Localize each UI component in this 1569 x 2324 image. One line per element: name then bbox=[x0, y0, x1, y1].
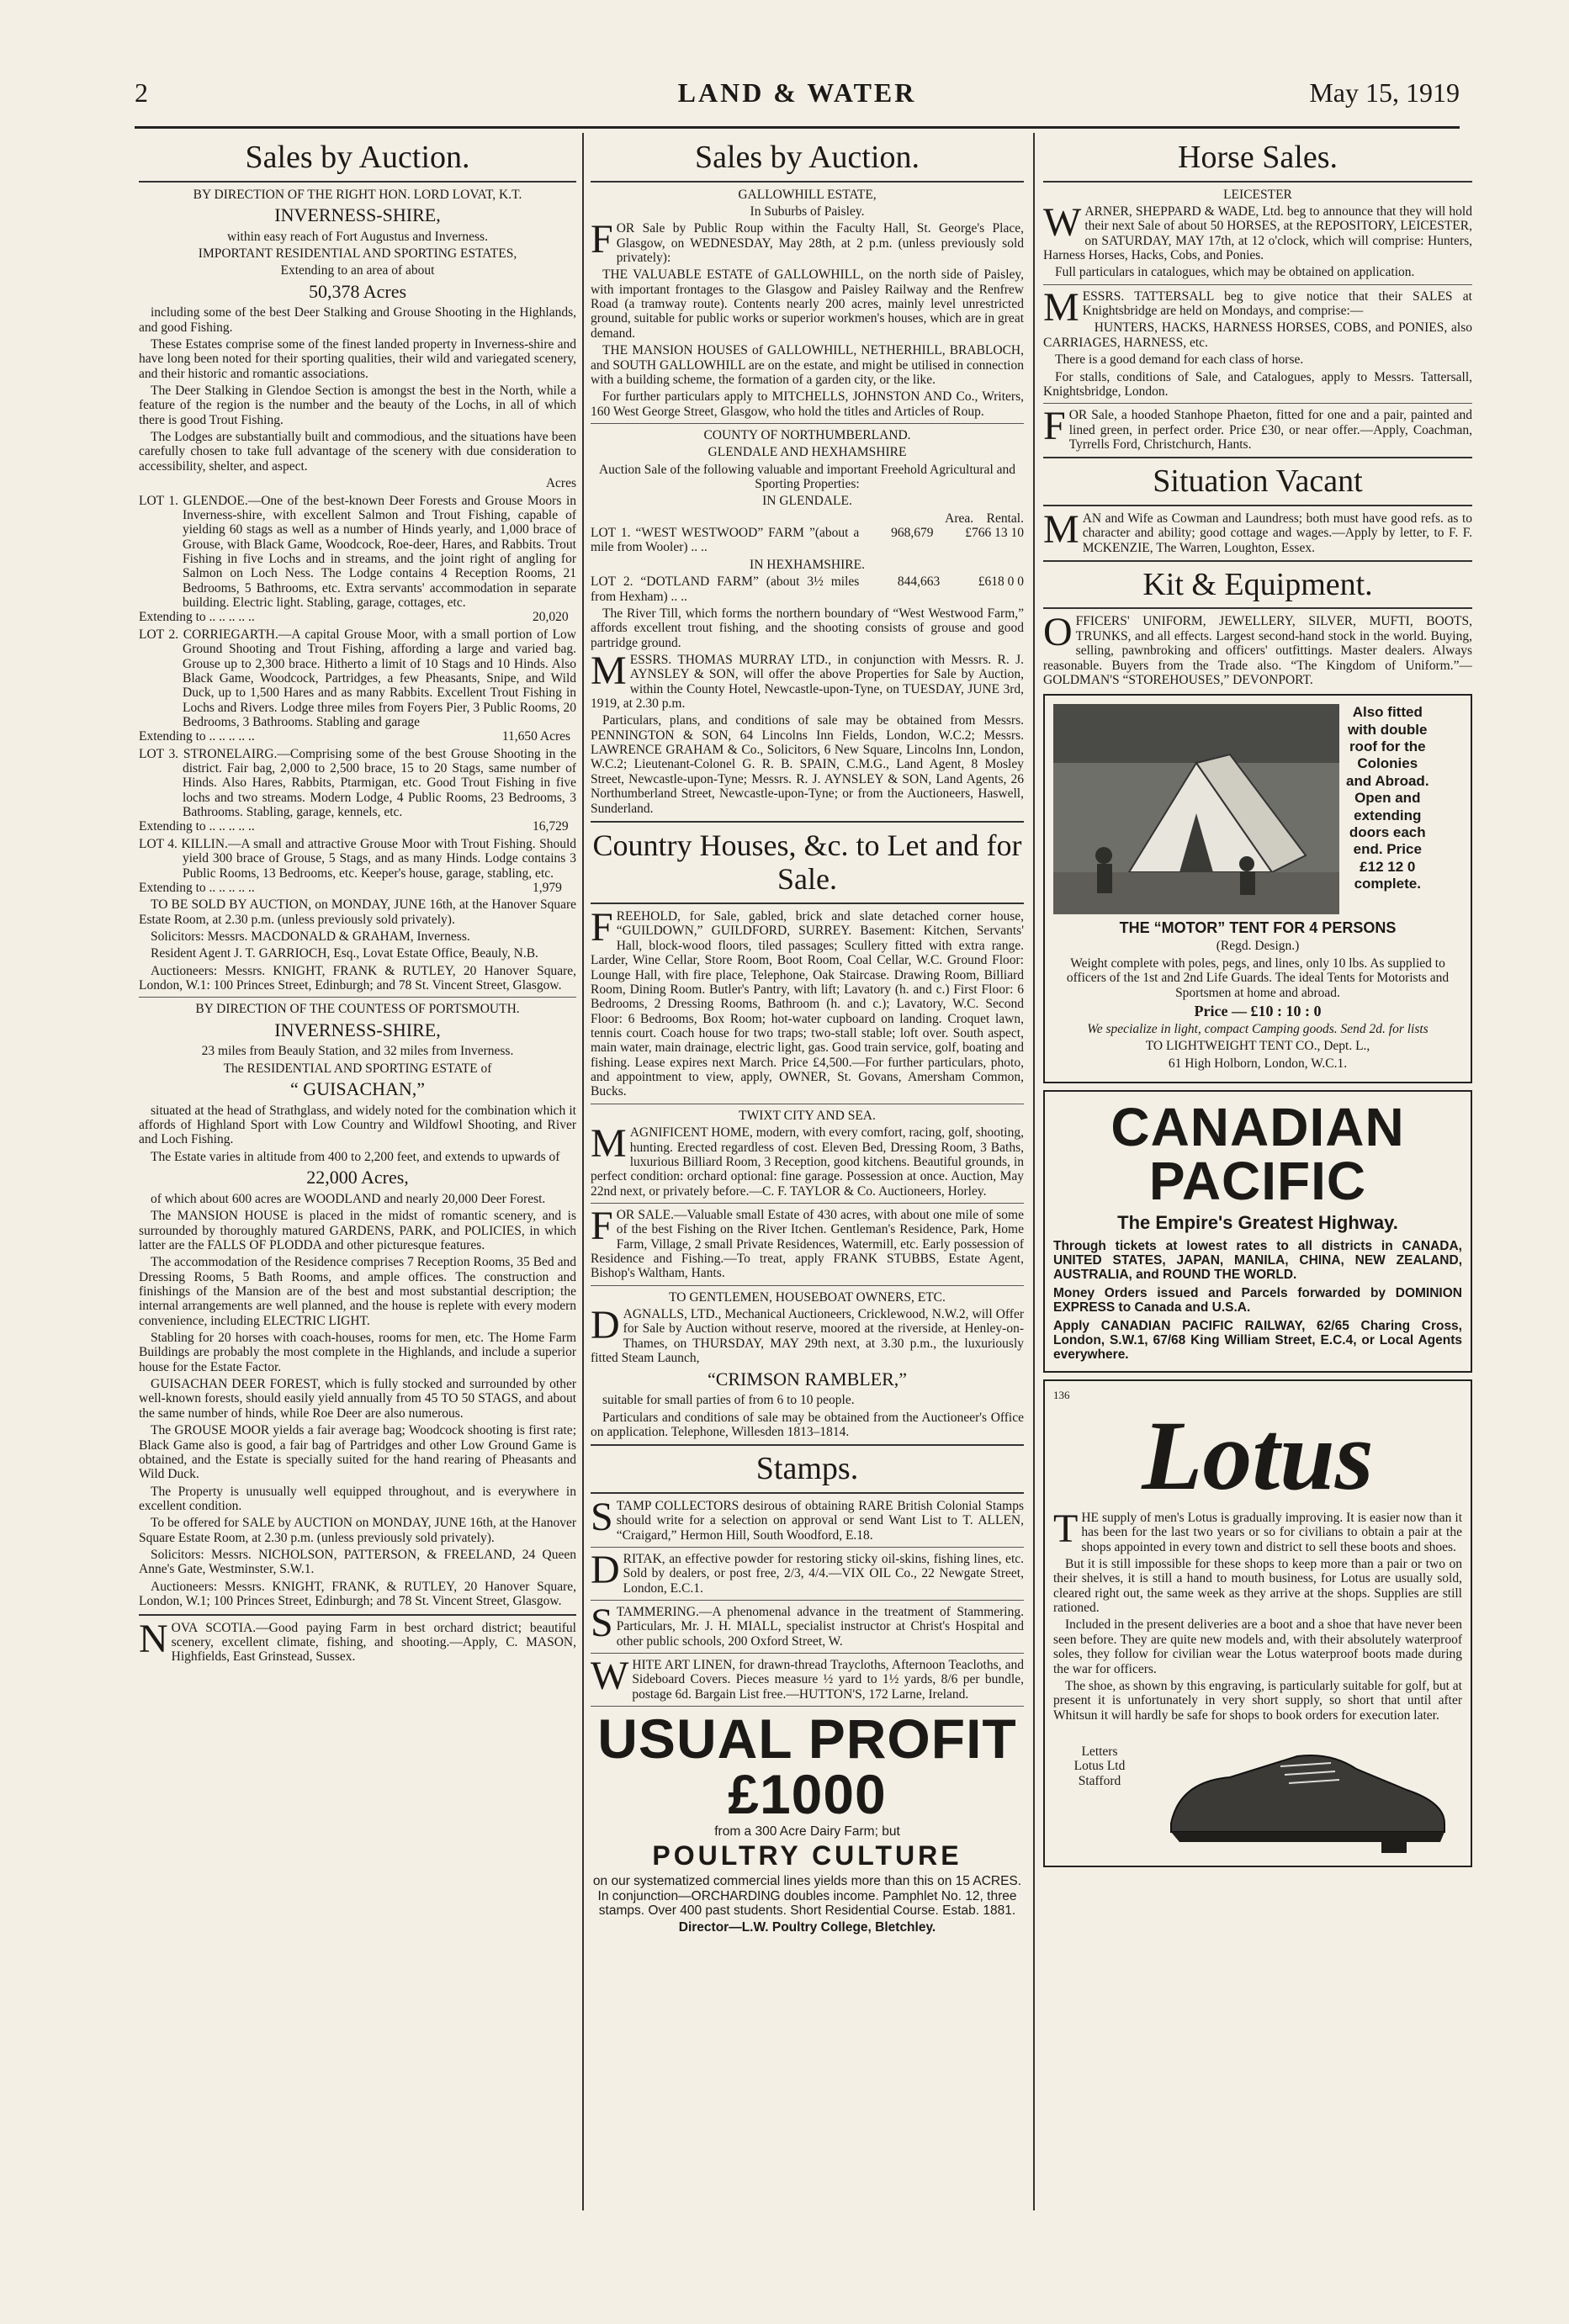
advert-paragraph: GUISACHAN DEER FOREST, which is fully stocked and surrounded by other well-known forests, should easily yield annually from 45 TO 50 STAGS, and about the same number of hinds, while Roe Deer are also numerous. bbox=[139, 1377, 576, 1421]
column-divider-2 bbox=[1033, 133, 1035, 2210]
drop-cap: M bbox=[591, 648, 627, 693]
estate-name: “ GUISACHAN,” bbox=[289, 1078, 426, 1100]
divider bbox=[591, 821, 1024, 823]
side-line: doors each bbox=[1349, 824, 1426, 840]
guildown-advert bbox=[591, 905, 1024, 1099]
houseboat-advert bbox=[591, 1290, 1024, 1440]
drop-cap: M bbox=[1043, 506, 1079, 552]
drop-cap: M bbox=[1043, 284, 1079, 330]
divider bbox=[1043, 284, 1472, 285]
advert-paragraph: The accommodation of the Residence comprises 7 Reception Rooms, 35 Bed and Dressing Rooms, 5 Bath Rooms, and ample offices. The construction and finishings of the Mansion are of the best and most substantial description; the internal arrangements are well planned, and the house is replete with every modern convenience, including ELECTRIC LIGHT. bbox=[139, 1255, 576, 1328]
poultry-headline: USUAL PROFIT £1000 bbox=[597, 1707, 1017, 1826]
lot-area: 968,679 bbox=[891, 526, 934, 541]
divider bbox=[1043, 403, 1472, 404]
itchen-estate-advert bbox=[591, 1203, 1024, 1281]
side-line: £12 12 0 bbox=[1360, 858, 1416, 875]
lot-description: LOT 2. “DOTLAND FARM” (about 3½ miles from Hexham) .. .. bbox=[591, 574, 860, 604]
advert-acres: 22,000 Acres, bbox=[306, 1167, 409, 1188]
page-header bbox=[135, 77, 1460, 119]
district-heading: IN GLENDALE. bbox=[762, 494, 852, 509]
advert-paragraph: For further particulars apply to MITCHELLS, JOHNSTON AND Co., Writers, 160 West George Street, Glasgow, who hold the titles and Articles of Roup. bbox=[591, 389, 1024, 419]
side-line: Open and bbox=[1354, 790, 1421, 807]
divider bbox=[591, 1492, 1024, 1494]
goldmans-advert bbox=[1043, 610, 1472, 687]
lovat-auction-advert bbox=[139, 188, 576, 993]
cp-paragraph: Money Orders issued and Parcels forwarded by DOMINION EXPRESS to Canada and U.S.A. bbox=[1053, 1285, 1462, 1316]
tent-illustration bbox=[1053, 704, 1339, 914]
advert-acres: 50,378 Acres bbox=[308, 280, 407, 302]
poultry-culture: POULTRY CULTURE bbox=[652, 1840, 962, 1871]
advert-text: HITE ART LINEN, for drawn-thread Traycloths, Afternoon Teacloths, and Sideboard Covers. Pieces measure ½ yard to 1½ yards, 8/6 per bundle, postage 6d. Bargain List free.—HUTTON'S, 172 Larne, Ireland. bbox=[632, 1658, 1024, 1702]
solicitors: Solicitors: Messrs. NICHOLSON, PATTERSON, & FREELAND, 24 Queen Anne's Gate, Westminster, S.W.1. bbox=[139, 1548, 576, 1577]
gallowhill-advert bbox=[591, 188, 1024, 419]
drop-cap: O bbox=[1043, 610, 1073, 655]
side-line: extending bbox=[1354, 807, 1422, 823]
drop-cap: F bbox=[591, 1203, 613, 1248]
advert-text: OR Sale by Public Roup within the Faculty Hall, St. George's Place, Glasgow, on WEDNESDAY, May 28th, at 2 p.m. (unless previously sold privately): bbox=[616, 221, 1024, 265]
advert-text: TAMP COLLECTORS desirous of obtaining RARE British Colonial Stamps should write for a selection on approval or send Want List to T. ALLEN, “Craigard,” Hermon Hill, South Woodford, E.18. bbox=[616, 1498, 1024, 1543]
advert-text: OR Sale, a hooded Stanhope Phaeton, fitted for one and a pair, painted and lined green, in perfect order. Price £30, or near offer.—Apply, Coachman, Tyrrells Ford, Christchurch, Hants. bbox=[1068, 408, 1472, 452]
advert-text: HE supply of men's Lotus is gradually improving. It is easier now than it has been for the last two years or so for civilians to obtain a pair at the shops appointed in every town and district to sell these boots and shoes. bbox=[1081, 1510, 1462, 1554]
nova-scotia-advert bbox=[139, 1616, 576, 1665]
advert-paragraph: For stalls, conditions of Sale, and Catalogues, apply to Messrs. Tattersall, Knightsbridge, London. bbox=[1043, 369, 1472, 399]
drop-cap: S bbox=[591, 1494, 613, 1539]
drop-cap: F bbox=[1043, 404, 1066, 449]
lot-extent-row bbox=[139, 729, 576, 744]
advert-text: AGNIFICENT HOME, modern, with every comfort, racing, golf, shooting, hunting. Erected regardless of cost. Eleven Bed, Dressing Room, 3 Baths, luxurious Billiard Room, 3 Reception, good kitchens. Beautiful grounds, in perfect condition: orchard optional: fine garage. Possession at once. Auction, May 22nd next, or privately before.—C. F. TAYLOR & Co. Auctioneers, Horley. bbox=[591, 1125, 1024, 1199]
shoe-illustration bbox=[1154, 1731, 1457, 1857]
column-3 bbox=[1043, 135, 1472, 2212]
lotus-town: Stafford bbox=[1078, 1773, 1121, 1788]
motor-tent-advert bbox=[1043, 694, 1472, 1083]
divider bbox=[1043, 457, 1472, 458]
advert-intro: Auction Sale of the following valuable and important Freehold Agricultural and Sporting Properties: bbox=[598, 462, 1016, 492]
lot-description: LOT 1. “WEST WESTWOOD” FARM ”(about a mile from Wooler) .. .. bbox=[591, 526, 860, 555]
section-title-sales-by-auction: Sales by Auction. bbox=[245, 140, 470, 175]
lot-rental: £618 0 0 bbox=[978, 574, 1024, 590]
tent-address: 61 High Holborn, London, W.C.1. bbox=[1168, 1056, 1348, 1071]
advert-paragraph: of which about 600 acres are WOODLAND and nearly 20,000 Deer Forest. bbox=[151, 1191, 546, 1206]
sale-notice: TO BE SOLD BY AUCTION, on MONDAY, JUNE 16th, at the Hanover Square Estate Room, at 2.30 p.m. (unless previously sold privately). bbox=[139, 897, 576, 927]
advert-paragraph: The shoe, as shown by this engraving, is particularly suitable for golf, but at present it is unfortunately in very short supply, so short that until after Whitsun it will hardly be safe for shops to book orders for execution later. bbox=[1053, 1678, 1462, 1723]
divider bbox=[591, 1706, 1024, 1707]
lot-entry bbox=[139, 837, 576, 895]
tent-special: We specialize in light, compact Camping goods. Send 2d. for lists bbox=[1087, 1022, 1429, 1037]
resident-agent: Resident Agent J. T. GARRIOCH, Esq., Lovat Estate Office, Beauly, N.B. bbox=[151, 946, 538, 961]
launch-name: “CRIMSON RAMBLER,” bbox=[707, 1368, 908, 1390]
lotus-company: Lotus Ltd bbox=[1073, 1759, 1126, 1774]
divider bbox=[591, 1600, 1024, 1601]
advert-distance: 23 miles from Beauly Station, and 32 miles from Inverness. bbox=[201, 1044, 514, 1059]
advert-text: ESSRS. TATTERSALL beg to give notice that their SALES at Knightsbridge are held on Mondays, and comprise:— bbox=[1082, 289, 1472, 319]
column-1 bbox=[139, 135, 576, 2212]
drop-cap: F bbox=[591, 217, 613, 262]
lot-description: CORRIEGARTH.—A capital Grouse Moor, with a small portion of Low Ground Shooting and Trout Fishing, affording a large and varied bag. Grouse up to 2,300 brace. Hitherto a limit of 10 Stags and 10 Hinds. Also Black Game, Woodcock, Partridges, a few Pheasants, Snipe, and Wild Duck, up to 1,500 Hares and as many Rabbits. Excellent Trout Fishing in Lochs and Rivers. Lodge three miles from Foyers Pier, 3 Public Rooms, 20 Bedrooms, 3 Bathrooms. Stabling and garage bbox=[183, 627, 576, 729]
drop-cap: D bbox=[591, 1303, 620, 1348]
lotus-title: Lotus bbox=[1142, 1400, 1374, 1511]
guisachan-auction-advert bbox=[139, 1002, 576, 1608]
stamps-advert bbox=[591, 1494, 1024, 1543]
cp-paragraph: Through tickets at lowest rates to all districts in CANADA, UNITED STATES, JAPAN, MANILA, CHINA, NEW ZEALAND, AUSTRALIA, and ROUND THE WORLD. bbox=[1053, 1238, 1462, 1283]
divider bbox=[591, 1285, 1024, 1286]
divider bbox=[1043, 181, 1472, 183]
divider bbox=[1043, 607, 1472, 609]
lot-extent-label: Extending to .. .. .. .. .. bbox=[139, 610, 255, 625]
lot-number: LOT 2. bbox=[139, 627, 179, 642]
lotus-letters: Letters bbox=[1081, 1744, 1118, 1759]
advert-paragraph: These Estates comprise some of the finest landed property in Inverness-shire and have long been noted for their sporting qualities, their wild and variegated scenery, and their historic and romantic associations. bbox=[139, 336, 576, 381]
cp-paragraph: Apply CANADIAN PACIFIC RAILWAY, 62/65 Charing Cross, London, S.W.1, 67/68 King William Street, E.C.4, or Local Agents everywhere. bbox=[1053, 1318, 1462, 1363]
advert-text: OR SALE.—Valuable small Estate of 430 acres, with about one mile of some of the best Fishing on the River Itchen. Gentleman's Residence, Park, Home Farm, Village, 2 small Private Residences, Watermill, etc. Early possession of Residence and Fishing.—To treat, apply FRANK STUBBS, Estate Agent, Bishop's Waltham, Hants. bbox=[591, 1207, 1024, 1281]
auctioneers: Auctioneers: Messrs. KNIGHT, FRANK, & RUTLEY, 20 Hanover Square, London, W.1; 100 Princes Street, Edinburgh; and 78 St. Vincent Street, Glasgow. bbox=[139, 1579, 576, 1609]
side-line: end. Price bbox=[1353, 841, 1422, 858]
column-divider-1 bbox=[582, 133, 584, 2210]
district-heading: IN HEXHAMSHIRE. bbox=[750, 557, 865, 572]
advert-paragraph: The Lodges are substantially built and commodious, and the situations have been carefully chosen to take full advantage of the scenery with due consideration to accessibility, shelter, and aspect. bbox=[139, 430, 576, 474]
advert-text: REEHOLD, for Sale, gabled, brick and slate detached corner house, “GUILDOWN,” GUILDFORD, SURREY. Basement: Kitchen, Servants' Hall, block-wood floors, tiled passages; Scullery fitted with extra range. Larder, Wine Cellar, Store Room, Boot Room, Coal Cellar, W.C. Ground Floor: Lounge Hall, with fire place, Telephone, Oak Staircase. Drawing Room, Billiard Room, Dining Room. Butler's Pantry, with lift; Lavatory (h. and c.) First Floor: 6 Bedrooms, 2 Dressing Rooms, Bathroom (h. and c.); Lavatory, W.C. Second Floor: 6 Bedrooms, Box Room; hot-water cupboard on landing. Croquet lawn, tennis court. Coach house for two traps; two-stall stable; loft over. South aspect, main water, main drainage, electric light, gas. Good train service, golf, boating and fishing. Lease expires next March. Price £4,500.—For further particulars, photo, and appointment to view, apply, OWNER, St. Govans, Amersham Common, Bucks. bbox=[591, 909, 1024, 1099]
tent-price: Price — £10 : 10 : 0 bbox=[1194, 1002, 1322, 1019]
advert-paragraph: THE MANSION HOUSES of GALLOWHILL, NETHERHILL, BRABLOCH, and SOUTH GALLOWHILL are on the estate, and might be utilised in connection with a building scheme, the formation of a garden city, or the like. bbox=[591, 343, 1024, 387]
linen-advert bbox=[591, 1654, 1024, 1702]
advert-direction: BY DIRECTION OF THE COUNTESS OF PORTSMOUTH. bbox=[195, 1002, 520, 1017]
lotus-advert bbox=[1043, 1379, 1472, 1867]
lotus-maker bbox=[1053, 1744, 1146, 1788]
side-line: with double bbox=[1348, 721, 1428, 738]
lot-extent-row: Extending to .. .. .. .. .. 16,729 bbox=[139, 819, 569, 834]
lot-entry bbox=[139, 747, 576, 834]
divider bbox=[139, 997, 576, 998]
lot-description: KILLIN.—A small and attractive Grouse Moor with Trout Fishing. Should yield 300 brace of Grouse, 5 Stags, and as many Hinds. Lodge contains 3 Public Rooms, 13 Bedrooms, etc. Keeper's house, garage, stabling, etc. bbox=[181, 836, 576, 881]
advert-paragraph: The MANSION HOUSE is placed in the midst of romantic scenery, and is surrounded by thoroughly matured GARDENS, PARK, and POLICIES, in which latter are the FALLS OF PLODDA and other picturesque features. bbox=[139, 1209, 576, 1252]
section-title-situation-vacant: Situation Vacant bbox=[1153, 463, 1363, 500]
section-title-country-houses: Country Houses, &c. to Let and for Sale. bbox=[592, 828, 1022, 896]
advert-paragraph: The Estate varies in altitude from 400 to 2,200 feet, and extends to upwards of bbox=[151, 1149, 560, 1164]
advert-paragraph: Particulars and conditions of sale may be obtained from the Auctioneer's Office on application. Telephone, Willesden 1813–1814. bbox=[591, 1410, 1024, 1439]
drop-cap: W bbox=[591, 1654, 629, 1699]
advert-paragraph: HUNTERS, HACKS, HARNESS HORSES, COBS, and PONIES, also CARRIAGES, HARNESS, etc. bbox=[1043, 320, 1472, 350]
lot-entry bbox=[139, 494, 576, 625]
drop-cap: S bbox=[591, 1600, 613, 1645]
tent-desc: Weight complete with poles, pegs, and lines, only 10 lbs. As supplied to officers of the 1st and 2nd Life Guards. The ideal Tents for Motorists and Sportsmen at home and abroad. bbox=[1066, 956, 1450, 1000]
warner-sheppard-advert bbox=[1043, 188, 1472, 280]
side-line: roof for the bbox=[1349, 738, 1426, 755]
drop-cap: W bbox=[1043, 199, 1082, 245]
drop-cap: M bbox=[591, 1121, 627, 1167]
advert-paragraph: To be offered for SALE by AUCTION on MONDAY, JUNE 16th, at the Hanover Square Estate Room, at 2.30 p.m. (unless previously sold privately). bbox=[139, 1516, 576, 1545]
column-2 bbox=[591, 135, 1024, 2212]
tent-title: THE “MOTOR” TENT FOR 4 PERSONS bbox=[1119, 919, 1397, 937]
cp-subtitle: The Empire's Greatest Highway. bbox=[1117, 1212, 1398, 1234]
drop-cap: D bbox=[591, 1547, 620, 1592]
lot-extent-row: Extending to .. .. .. .. .. 1,979 bbox=[139, 880, 562, 895]
lot-area: 11,650 Acres bbox=[501, 729, 571, 744]
section-title-stamps: Stamps. bbox=[755, 1451, 859, 1487]
lot-rental: £766 13 10 bbox=[965, 526, 1024, 541]
advert-paragraph: Full particulars in catalogues, which may be obtained on application. bbox=[1055, 265, 1415, 280]
advert-text: AN and Wife as Cowman and Laundress; both must have good refs. as to character and ability; good cottage and wages.—Apply by letter, to F. F. MCKENZIE, The Warren, Loughton, Essex. bbox=[1082, 511, 1472, 555]
stammering-advert bbox=[591, 1600, 1024, 1649]
side-line: and Abroad. bbox=[1346, 772, 1429, 789]
northumberland-advert bbox=[591, 428, 1024, 816]
advert-paragraph: situated at the head of Strathglass, and widely noted for the combination which it affords of Highland Sport with Low Country and Wildfowl Shooting, and River and Loch Fishing. bbox=[139, 1103, 576, 1147]
advert-heading: GALLOWHILL ESTATE, bbox=[738, 187, 877, 202]
advert-text: ARNER, SHEPPARD & WADE, Ltd. beg to announce that they will hold their next Sale of about 50 HORSES, at the REPOSITORY, LEICESTER, on SATURDAY, MAY 17th, at 12 o'clock, which will comprise: Hunters, Harness Horses, Hacks, Cobs, and Ponies. bbox=[1043, 204, 1472, 262]
cp-title: CANADIAN PACIFIC bbox=[1110, 1097, 1405, 1212]
advert-county: INVERNESS-SHIRE, bbox=[274, 204, 441, 225]
advert-reach: within easy reach of Fort Augustus and Inverness. bbox=[227, 229, 488, 244]
solicitors: Solicitors: Messrs. MACDONALD & GRAHAM, Inverness. bbox=[151, 929, 470, 944]
table-row bbox=[591, 574, 1024, 604]
table-row bbox=[591, 526, 1024, 555]
lot-number: LOT 4. bbox=[139, 836, 178, 851]
divider bbox=[591, 903, 1024, 904]
area-label: Area. bbox=[945, 511, 974, 526]
table-header bbox=[591, 511, 1024, 526]
section-title-sales-by-auction: Sales by Auction. bbox=[694, 140, 920, 175]
lot-extent-row: Extending to .. .. .. .. .. 20,020 bbox=[139, 610, 569, 625]
lot-extent-label: Extending to .. .. .. .. .. bbox=[139, 819, 255, 834]
advert-paragraph: But it is still impossible for these shops to keep more than a pair or two on their shelves, it is still a hand to mouth business, for Lotus are usually sold, cleared right out, the same week as they arrive at the shops. Supplies are still rationed. bbox=[1053, 1557, 1462, 1616]
divider bbox=[591, 181, 1024, 183]
advert-paragraph: Particulars, plans, and conditions of sale may be obtained from Messrs. PENNINGTON & SON, 64 Lincolns Inn Fields, London, W.C.2; Messrs. LAWRENCE GRAHAM & Co., Solicitors, 6 New Square, Lincolns Inn, London, W.C.2; Lieutenant-Colonel G. R. B. SPAIN, C.M.G., Land Agent, 8 Mosley Street, Newcastle-upon-Tyne; Messrs. R. J. AYNSLEY & SON, Land Agents, 26 Northumberland Street, Newcastle-upon-Tyne; or from the Auctioneers, Haswell, Sunderland. bbox=[591, 713, 1024, 816]
section-title-kit-equipment: Kit & Equipment. bbox=[1142, 566, 1373, 602]
advert-paragraph: suitable for small parties of from 6 to 10 people. bbox=[602, 1393, 855, 1408]
advert-extending: Extending to an area of about bbox=[280, 263, 435, 278]
advert-subheading: In Suburbs of Paisley. bbox=[750, 204, 865, 219]
advert-heading: LEICESTER bbox=[1223, 187, 1292, 202]
advert-text: TAMMERING.—A phenomenal advance in the treatment of Stammering. Particulars, Mr. J. H. MIALL, specialist instructor at Christ's Hospital and other public schools, 200 Oxford Street, W. bbox=[616, 1604, 1024, 1649]
advert-paragraph: The Property is unusually well equipped throughout, and is everywhere in excellent condition. bbox=[139, 1484, 576, 1513]
twixt-advert bbox=[591, 1109, 1024, 1199]
advert-important: IMPORTANT RESIDENTIAL AND SPORTING ESTATES, bbox=[198, 246, 517, 261]
lot-description: GLENDOE.—One of the best-known Deer Forests and Grouse Moors in Inverness-shire, with excellent Salmon and Trout Fishing, capable of yielding 60 stags as well as a number of Hinds yearly, and 1,000 brace of Grouse, with Black Game, Woodcock, Roe-deer, Hares, and Rabbits. Trout Fishing in five Lochs and in streams, and the joint right of angling for Salmon on Loch Ness. The Lodge contains 4 Reception Rooms, 21 Bedrooms, 5 Bathrooms, etc. Extra servants' accommodation in separate building. Electric light. Stabling, garage, cottages, etc. bbox=[183, 493, 576, 611]
advert-text: OVA SCOTIA.—Good paying Farm in best orchard district; beautiful scenery, excellent climate, fishing, and shooting.—Apply, C. MASON, Highfields, East Grinstead, Sussex. bbox=[171, 1620, 576, 1665]
lot-entry bbox=[139, 627, 576, 744]
advert-heading: TO GENTLEMEN, HOUSEBOAT OWNERS, ETC. bbox=[669, 1289, 946, 1305]
advert-county: INVERNESS-SHIRE, bbox=[274, 1019, 441, 1040]
divider bbox=[1043, 560, 1472, 562]
page-number: 2 bbox=[135, 77, 148, 108]
advert-paragraph: The GROUSE MOOR yields a fair average bag; Woodcock shooting is first rate; Black Game also is good, a fair bag of Partridges and other Low Ground Game is obtained, and the Estate is specially suited for the hand rearing of Pheasants and Wild Duck. bbox=[139, 1423, 576, 1482]
lot-area: 844,663 bbox=[897, 574, 941, 590]
tent-side-text bbox=[1346, 704, 1429, 914]
divider bbox=[139, 1614, 576, 1616]
drop-cap: T bbox=[1053, 1506, 1079, 1551]
canadian-pacific-advert bbox=[1043, 1090, 1472, 1373]
advert-paragraph: THE VALUABLE ESTATE of GALLOWHILL, on the north side of Paisley, with important frontages to the Glasgow and Paisley Railway and the Renfrew Road (a tramway route). Contents nearly 200 acres, mainly level unrestricted ground, suitable for public works or superior workmen's houses, which are in great demand. bbox=[591, 267, 1024, 341]
drop-cap: F bbox=[591, 905, 613, 950]
poultry-text: on our systematized commercial lines yields more than this on 15 ACRES. In conjunction—ORCHARDING doubles income. Pamphlet No. 12, three stamps. Over 400 past students. Short Residential Course. Estab. 1881. bbox=[592, 1874, 1022, 1918]
divider bbox=[1043, 505, 1472, 506]
tattersall-advert bbox=[1043, 284, 1472, 400]
lot-extent-label: Extending to .. .. .. .. .. bbox=[139, 880, 255, 895]
auctioneers: Auctioneers: Messrs. KNIGHT, FRANK & RUTLEY, 20 Hanover Square, London, W.1: 100 Princes Street, Edinburgh; and 78 St. Vincent Street, Glasgow. bbox=[139, 963, 576, 993]
divider bbox=[591, 423, 1024, 424]
tent-company: TO LIGHTWEIGHT TENT CO., Dept. L., bbox=[1145, 1039, 1370, 1054]
dritak-advert bbox=[591, 1547, 1024, 1596]
advert-text: RITAK, an effective powder for restoring sticky oil-skins, fishing lines, etc. Sold by dealers, or post free, 2/3, 4/4.—VIX OIL Co., 22 Newgate Street, London, E.C.1. bbox=[623, 1551, 1024, 1596]
divider bbox=[591, 1203, 1024, 1204]
poultry-from: from a 300 Acre Dairy Farm; but bbox=[714, 1824, 900, 1840]
advert-paragraph: Included in the present deliveries are a boot and a shoe that have never been seen before. They are quite new models and, with their absolutely waterproof soles, they follow for civilian wear the Lotus waterproof boots made during the war for officers. bbox=[1053, 1617, 1462, 1676]
advert-text: ESSRS. THOMAS MURRAY LTD., in conjunction with Messrs. R. J. AYNSLEY & SON, will offer the above Properties for Sale by Auction, within the County Hotel, Newcastle-upon-Tyne, on TUESDAY, JUNE 3rd, 1919, at 2.30 p.m. bbox=[591, 652, 1024, 712]
advert-text: FFICERS' UNIFORM, JEWELLERY, SILVER, MUFTI, BOOTS, TRUNKS, and all effects. Largest second-hand stock in the world. Buying, selling, pawnbroking and officers' outfittings. Master dealers. Always reasonable. Buyers from the Trade also. “The Kingdom of Uniform.”—GOLDMAN'S “STOREHOUSES,” DEVONPORT. bbox=[1043, 614, 1472, 687]
tent-regd: (Regd. Design.) bbox=[1216, 939, 1300, 954]
publication-title: LAND & WATER bbox=[677, 77, 917, 108]
drop-cap: N bbox=[139, 1616, 168, 1661]
divider bbox=[591, 1444, 1024, 1446]
advert-text: AGNALLS, LTD., Mechanical Auctioneers, Cricklewood, N.W.2, will Offer for Sale by Auction without reserve, moored at the riverside, at Henley-on-Thames, on THURSDAY, MAY 29th next, at 3.30 p.m., the luxuriously fitted Steam Launch, bbox=[591, 1307, 1024, 1366]
poultry-director: Director—L.W. Poultry College, Bletchley. bbox=[678, 1920, 936, 1935]
phaeton-advert bbox=[1043, 404, 1472, 452]
advert-paragraph: Stabling for 20 horses with coach-houses, rooms for men, etc. The Home Farm Buildings are probably the most complete in the Highlands, and include a superior house for the Estate Factor. bbox=[139, 1331, 576, 1374]
advert-direction: BY DIRECTION OF THE RIGHT HON. LORD LOVAT, K.T. bbox=[193, 187, 522, 202]
lot-extent-label: Extending to .. .. .. .. .. bbox=[139, 729, 255, 744]
advert-heading: COUNTY OF NORTHUMBERLAND. bbox=[703, 427, 911, 442]
divider bbox=[139, 181, 576, 183]
side-line: Colonies bbox=[1357, 755, 1418, 772]
advert-paragraph: The Deer Stalking in Glendoe Section is amongst the best in the North, while a feature of the region is the number and the beauty of the Lochs, in all of which there is good Trout Fishing. bbox=[139, 384, 576, 427]
tent-photo bbox=[1053, 704, 1339, 914]
issue-date: May 15, 1919 bbox=[1309, 77, 1460, 108]
side-line: complete. bbox=[1354, 876, 1421, 892]
lot-description: STRONELAIRG.—Comprising some of the best Grouse Shooting in the district. Fair bag, 2,000 to 2,500 brace, 15 to 20 Stags, same number of Hinds. Also Hares, Rabbits, Ptarmigan, etc. Good Trout Fishing in five lochs and two streams. Modern Lodge, 4 Public Rooms, 23 Bedrooms, 3 Bathrooms. Stabling, garage, kennels, etc. bbox=[183, 746, 576, 820]
section-title-horse-sales: Horse Sales. bbox=[1178, 140, 1338, 175]
side-line: Also fitted bbox=[1352, 704, 1423, 721]
lot-number: LOT 3. bbox=[139, 746, 179, 761]
advert-subheading: GLENDALE AND HEXHAMSHIRE bbox=[708, 445, 907, 460]
rental-label: Rental. bbox=[986, 511, 1024, 526]
advert-paragraph: There is a good demand for each class of horse. bbox=[1055, 352, 1304, 368]
advert-heading: TWIXT CITY AND SEA. bbox=[739, 1108, 876, 1123]
poultry-advert bbox=[591, 1707, 1024, 1935]
advert-paragraph: including some of the best Deer Stalking and Grouse Shooting in the Highlands, and good Fishing. bbox=[139, 305, 576, 335]
divider bbox=[591, 1653, 1024, 1654]
divider bbox=[591, 1547, 1024, 1548]
advert-paragraph: The River Till, which forms the northern boundary of “West Westwood Farm,” affords excellent trout fishing, and the shooting consists of grouse and good partridge ground. bbox=[591, 606, 1024, 650]
header-rule bbox=[135, 126, 1460, 129]
situation-advert bbox=[1043, 506, 1472, 555]
lot-number: LOT 1. bbox=[139, 493, 179, 508]
lotus-number: 136 bbox=[1053, 1388, 1070, 1401]
acres-column-label: Acres bbox=[545, 476, 576, 491]
advert-estate-of: The RESIDENTIAL AND SPORTING ESTATE of bbox=[223, 1061, 492, 1076]
